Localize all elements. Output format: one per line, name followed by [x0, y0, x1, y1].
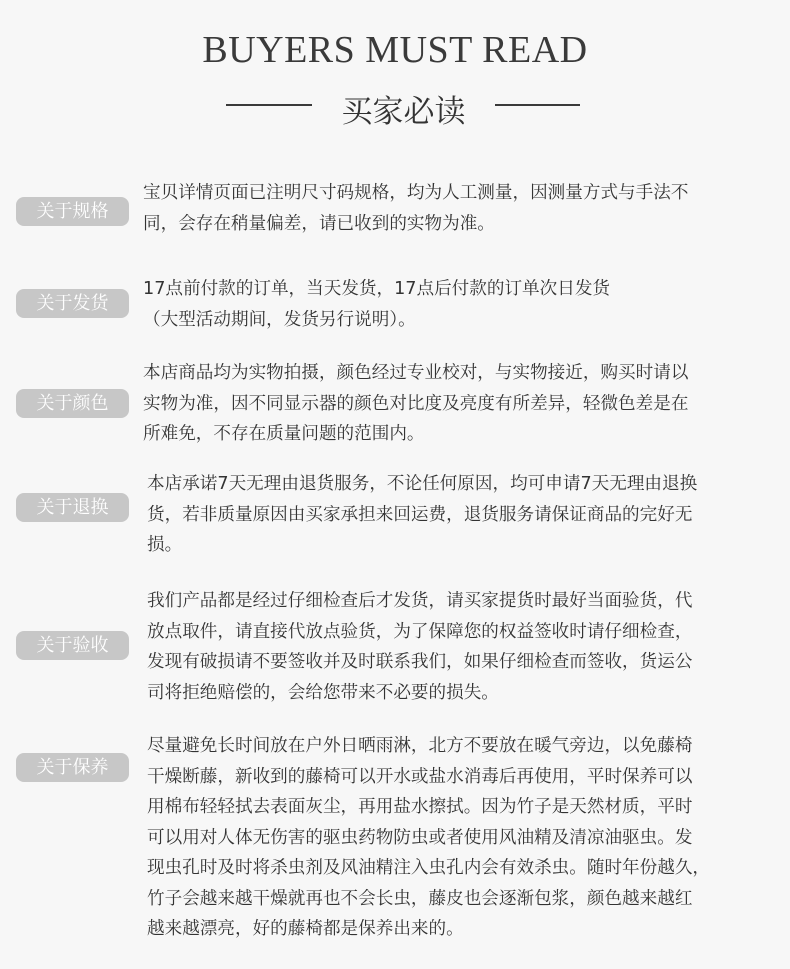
- text-line: 尽量避免长时间放在户外日晒雨淋，北方不要放在暖气旁边，以免藤椅: [147, 736, 693, 756]
- text-line: 宝贝详情页面已注明尺寸码规格，均为人工测量，因测量方式与手法不: [143, 183, 689, 203]
- section-text-color: [143, 358, 688, 450]
- page-subtitle: 买家必读: [341, 94, 466, 130]
- subtitle-row: [0, 86, 790, 130]
- divider-line-right: [495, 104, 580, 106]
- text-line: 所难免，不存在质量问题的范围内。: [143, 424, 425, 444]
- tag-inspection: 关于验收: [16, 631, 129, 660]
- tag-returns: 关于退换: [16, 493, 129, 522]
- text-line: 越来越漂亮，好的藤椅都是保养出来的。: [147, 919, 464, 939]
- text-line: 用棉布轻轻拭去表面灰尘，再用盐水擦拭。因为竹子是天然材质，平时: [147, 797, 693, 817]
- text-line: 实物为准，因不同显示器的颜色对比度及亮度有所差异，轻微色差是在: [143, 393, 689, 414]
- section-text-inspection: [147, 586, 692, 708]
- text-line: 同，会存在稍量偏差，请已收到的实物为准。: [143, 213, 495, 234]
- text-line: 放点取件，请直接代放点验货，为了保障您的权益签收时请仔细检查，: [147, 621, 693, 642]
- page-title: BUYERS MUST READ: [202, 29, 588, 71]
- text-line: 发现有破损请不要签收并及时联系我们，如果仔细检查而签收，货运公: [147, 652, 693, 672]
- tag-care: 关于保养: [16, 753, 129, 782]
- section-text-returns: [147, 469, 697, 561]
- divider-line-left: [226, 104, 312, 106]
- tag-shipping: 关于发货: [16, 289, 129, 318]
- text-line: 司将拒绝赔偿的，会给您带来不必要的损失。: [147, 682, 499, 703]
- section-text-care: [147, 731, 710, 945]
- text-line: 损。: [147, 535, 183, 555]
- text-line: 17点前付款的订单，当天发货，17点后付款的订单次日发货: [143, 279, 611, 299]
- text-line: 本店商品均为实物拍摄，颜色经过专业校对，与实物接近，购买时请以: [143, 363, 689, 383]
- text-line: 我们产品都是经过仔细检查后才发货，请买家提货时最好当面验货，代: [147, 591, 693, 611]
- section-text-shipping: [143, 274, 610, 335]
- tag-color: 关于颜色: [16, 389, 129, 418]
- text-line: 货，若非质量原因由买家承担来回运费，退货服务请保证商品的完好无: [147, 504, 693, 525]
- text-line: 干燥断藤，新收到的藤椅可以开水或盐水消毒后再使用，平时保养可以: [147, 766, 693, 787]
- text-line: 本店承诺7天无理由退货服务，不论任何原因，均可申请7天无理由退换: [147, 474, 698, 494]
- text-line: 现虫孔时及时将杀虫剂及风油精注入虫孔内会有效杀虫。随时年份越久，: [147, 858, 711, 878]
- section-text-spec: [143, 178, 688, 239]
- tag-spec: 关于规格: [16, 197, 129, 226]
- text-line: 可以用对人体无伤害的驱虫药物防虫或者使用风油精及清凉油驱虫。发: [147, 827, 693, 848]
- text-line: （大型活动期间，发货另行说明）。: [143, 309, 416, 330]
- text-line: 竹子会越来越干燥就再也不会长虫，藤皮也会逐渐包浆，颜色越来越红: [147, 888, 693, 909]
